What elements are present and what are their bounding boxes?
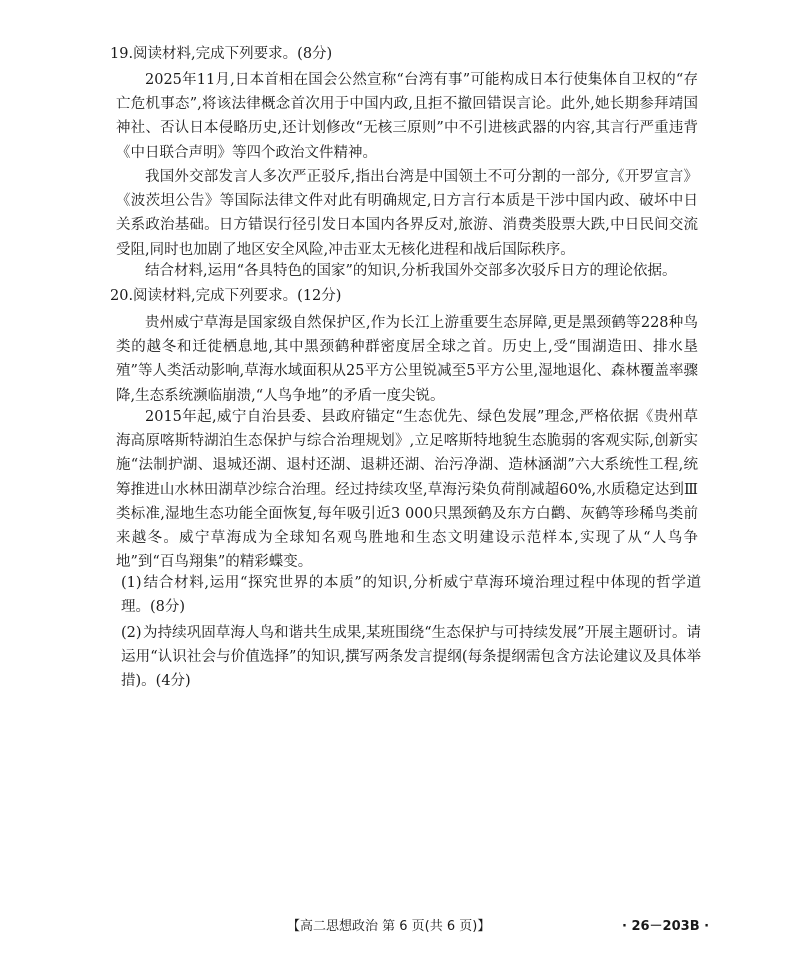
question-19-paragraph-1: 2025年11月,日本首相在国会公然宣称“台湾有事”可能构成日本行使集体自卫权的“存亡危机事态”,将该法律概念首次用于中国内政,且拒不撤回错误言论。此外,她长期参拜靖国神社、否认日本侵略历史,还计划修改“无核三原则”中不引进核武器的内容,其言行严重违背《中日联合声明》等四个政治文件精神。 bbox=[116, 72, 698, 161]
question-20-paragraph-2: 2015年起,威宁自治县委、县政府锚定“生态优先、绿色发展”理念,严格依据《贵州草海高原喀斯特湖泊生态保护与综合治理规划》,立足喀斯特地貌生态脆弱的客观实际,创新实施“法制护湖、退城还湖、退村还湖、退耕还湖、治污净湖、造林涵湖”六大系统性工程,统筹推进山水林田湖草沙综合治理。经过持续攻坚,草海污染负荷削减超60%,水质稳定达到Ⅲ类标准,湿地生态功能全面恢复,每年吸引近3 000只黑颈鹤及东方白鹳、灰鹤等珍稀鸟类前来越冬。威宁草海成为全球知名观鸟胜地和生态文明建设示范样本,实现了从“人鸟争地”到“百鸟翔集”的精彩蝶变。 bbox=[116, 409, 698, 571]
question-20-subquestion-1 bbox=[121, 571, 701, 619]
question-20-paragraph-1: 贵州威宁草海是国家级自然保护区,作为长江上游重要生态屏障,更是黑颈鹤等228种鸟类的越冬和迁徙栖息地,其中黑颈鹤种群密度居全球之首。历史上,受“围湖造田、排水垦殖”等人类活动影响,草海水域面积从25平方公里锐减至5平方公里,湿地退化、森林覆盖率骤降,生态系统濒临崩溃,“人鸟争地”的矛盾一度尖锐。 bbox=[116, 315, 698, 404]
question-20-title: 20.阅读材料,完成下列要求。(12分) bbox=[110, 288, 342, 304]
subquestion-text: 结合材料,运用“探究世界的本质”的知识,分析威宁草海环境治理过程中体现的哲学道理。(8分) bbox=[121, 575, 701, 615]
question-19-prompt: 结合材料,运用“各具特色的国家”的知识,分析我国外交部多次驳斥日方的理论依据。 bbox=[145, 263, 677, 279]
question-20-subquestion-2 bbox=[121, 621, 701, 693]
footer-exam-code: · 26－203B · bbox=[622, 919, 710, 934]
subquestion-number: (2) bbox=[121, 625, 142, 641]
footer-page-info: 【高二思想政治 第 6 页(共 6 页)】 bbox=[287, 919, 491, 934]
question-19-title: 19.阅读材料,完成下列要求。(8分) bbox=[110, 46, 333, 62]
subquestion-number: (1) bbox=[121, 575, 142, 591]
question-19-paragraph-2: 我国外交部发言人多次严正驳斥,指出台湾是中国领土不可分割的一部分,《开罗宣言》《波茨坦公告》等国际法律文件对此有明确规定,日方言行本质是干涉中国内政、破坏中日关系政治基础。日方错误行径引发日本国内各界反对,旅游、消费类股票大跌,中日民间交流受阻,同时也加剧了地区安全风险,冲击亚太无核化进程和战后国际秩序。 bbox=[116, 169, 698, 258]
subquestion-text: 为持续巩固草海人鸟和谐共生成果,某班围绕“生态保护与可持续发展”开展主题研讨。请运用“认识社会与价值选择”的知识,撰写两条发言提纲(每条提纲需包含方法论建议及具体举措)。(4分) bbox=[121, 625, 701, 689]
